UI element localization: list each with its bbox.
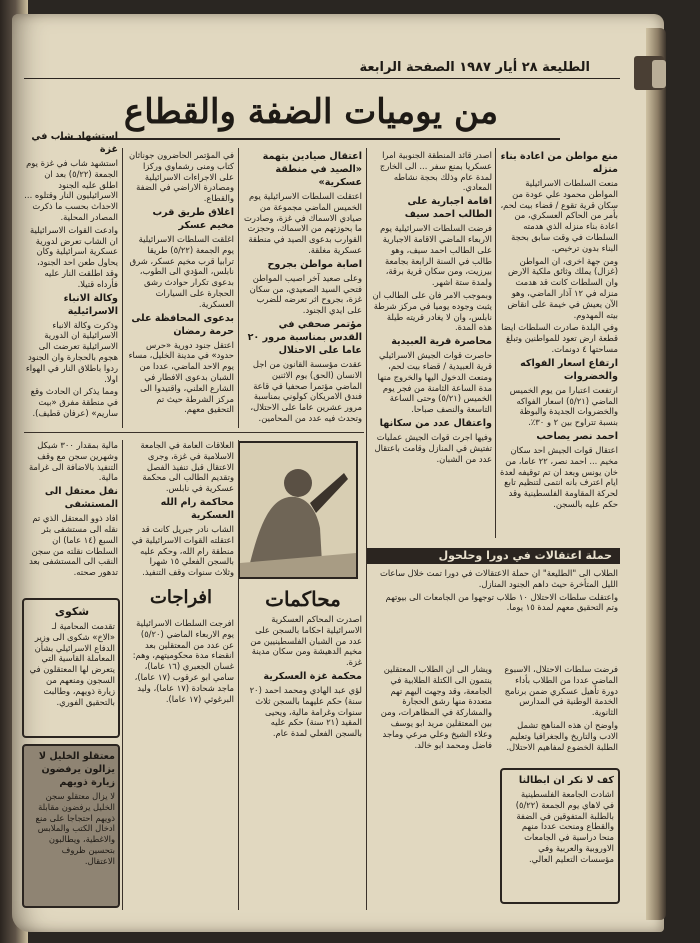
paragraph: واعتقلت سلطات الاحتلال ١٠ طلاب توجهوا من الجامعات الى بيوتهم وتم التحقيق معهم لمدة ١٥ يوما. bbox=[385, 591, 618, 613]
paragraph: الطلاب الى "الطليعة" ان حملة الاعتقالات في دورا تمت خلال ساعات الليل المتأخرة حيث داهم الجنود المنازل. bbox=[379, 568, 618, 589]
paragraph: عقدت مؤسسة القانون من اجل الانسان (الحق) يوم الاثنين الماضي مؤتمرا صحفيا في قاعة فندق الامريكان كولوني بمناسبة مرور عشرين عاما على الاحتلال، وتحدث فيه عدد من المحامين. bbox=[250, 358, 362, 423]
paragraph: ويشار الى ان الطلاب المعتقلين ينتمون الى الكتلة الطلابية في الجامعة، وقد وجهت اليهم تهم متعددة منها رشق الحجارة والمشاركة في المظاهرات، ومن بين المعتقلين مريد ابو يوسف وعلاء الشيخ وعلي مرعي وماجد فاضل ومحمد ابو خالد. bbox=[380, 664, 492, 750]
column-4 bbox=[128, 150, 234, 425]
paragraph: اعتقال قوات الجيش احد سكان مخيم ... احمد نصر، ۲۲ عاما، من خان يونس وبعد ان تم توقيفه لعدة ايام اعترف بانه انتمى لتنظيم تابع لحركة المقاومة الفلسطينية وقد حكم عليه بالسجن. bbox=[500, 444, 618, 509]
paragraph: وذكرت وكالة الانباء الاسرائيلية ان الدورية الاسرائيلية تعرضت الى هجوم بالحجارة وان الجنود ردوا باطلاق النار في الهواء اولا. bbox=[25, 319, 118, 384]
column-rule bbox=[366, 440, 367, 910]
paragraph: افرجت السلطات الاسرائيلية يوم الاربعاء الماضي (٥/۲۰) عن عدد من المعتقلين بعد انقضاء مدة محكوميتهم، وهم: غسان الجعبري (١٦ عاما)، سامي ابو عرقوب (١٧ عاما)، ماجد شحادة (١٧ عاما)، وليد البرغوثي (١٧ عاما). bbox=[132, 617, 234, 704]
column-rule bbox=[122, 148, 123, 428]
paragraph: استشهد شاب في غزة يوم الجمعة (٥/۲۲) بعد ان اطلق عليه الجنود الاسرائيليون النار وقتلوه ... الاحداث بحسب ما ذكرت المصادر المحلية. bbox=[24, 158, 118, 222]
boxed-article bbox=[500, 768, 620, 904]
paragraph: وفي البلدة صادرت السلطات ايضا قطعة ارض تعود للمواطنين وتبلغ مساحتها ٤ دونمات. bbox=[501, 322, 618, 354]
headline: محاصرة قرية العبيدية bbox=[391, 336, 492, 348]
paragraph: اعتقل جنود دورية «حرس حدود» في مدينة الخليل، مساء يوم الاحد الماضي، عددا من الشبان بدعوى الافطار في الشارع العلني، واقتيدوا الى مركز الشرطة حيث تم التحقيق معهم. bbox=[128, 339, 234, 415]
complaint-box bbox=[22, 598, 120, 738]
headline: واعتقال عدد من سكانها bbox=[379, 417, 492, 429]
headline: وكالة الانباء الاسرائيلية bbox=[63, 292, 118, 317]
paragraph: لؤي عبد الهادي ومحمد احمد (۲۰ سنة) حكم عليهما بالسجن ثلاث سنوات وغرامة مالية، ويحيى المقيد (۲۱ سنة) حكم عليه بالسجن الفعلي لمدة عام. bbox=[249, 684, 362, 739]
paragraph: اشادت الجامعة الفلسطينية في لاهاي يوم الجمعة (٥/۲۲) بالطلبة المتفوقين في الضفة والقطاع ومنحت عددا منهم منحا دراسية في الجامعات الاوروبية والعربية وفي مؤسسات التعليم العالي. bbox=[515, 789, 614, 864]
page-edge bbox=[646, 28, 666, 920]
complaint-box-body bbox=[29, 604, 115, 734]
headline: نقل معتقل الى المستشفى bbox=[44, 486, 118, 511]
photo-illustration bbox=[240, 443, 356, 577]
paragraph: وبموجب الامر فان على الطالب ان يثبت وجوده يوميا في مركز شرطة نابلس، وان لا يغادر قريته طيلة هذه المدة. bbox=[372, 289, 492, 333]
hebron-box-body bbox=[29, 750, 115, 904]
binder-pin bbox=[652, 60, 666, 88]
section-banner: حملة اعتقالات في دورا وحلحول bbox=[367, 548, 620, 564]
headline: ارتفاع اسعار الفواكه والخضروات bbox=[520, 357, 618, 382]
headline: اغلاق طريق قرب مخيم عسكر bbox=[152, 206, 234, 231]
paragraph: ارتفعت اعتبارا من يوم الخميس الماضي (٥/۲۱) اسعار الفواكه والخضروات الجديدة والبوظة بنسبة تتراوح بين ٢ و ٣٠٪. bbox=[509, 384, 618, 428]
section-title: افراجات bbox=[149, 586, 213, 608]
paragraph: واوضح ان هذه المناهج تشمل الادب والتاريخ والجغرافيا وتعليم الطلبة الخضوع لمفاهيم الاحتلال. bbox=[506, 719, 618, 752]
box-title: شكوى bbox=[54, 605, 90, 618]
lower-column-5 bbox=[128, 440, 234, 906]
headline: كف لا نكر ان ابطالنا bbox=[518, 775, 614, 786]
hebron-detainees-box bbox=[22, 744, 120, 908]
lower-column-6 bbox=[24, 440, 118, 590]
paragraph: تقدمت المحامية لـ «الاخ» شكوى الى وزير الدفاع الاسرائيلي بشأن المعاملة القاسية التي يتعرض لها المعتقلون في السجون ومنعهم من زيارة ذويهم، وطالبت بالتحقيق الفوري. bbox=[29, 621, 115, 707]
paragraph: العلاقات العامة في الجامعة الاسلامية في غزة، وجرى الاعتقال قبل تنفيذ الفصل وتقديم الطالب الى محكمة عسكرية في نابلس. bbox=[140, 440, 234, 494]
header-rule bbox=[24, 78, 620, 79]
masthead-rule bbox=[60, 138, 560, 140]
column-rule bbox=[122, 440, 123, 910]
lower-column-3 bbox=[372, 664, 492, 894]
paragraph: في المؤتمر الحاضرون جوناثان كتاب ومنى رشماوي وركزا على الاجراءات الاسرائيلية ومصادرة الاراضي في الضفة والقطاع. bbox=[129, 150, 234, 204]
lower-column-4 bbox=[244, 586, 362, 906]
column-rule bbox=[238, 148, 239, 428]
paragraph: اصدرت المحاكم العسكرية الاسرائيلية احكاما بالسجن على عدد من الشبان الفلسطينيين من مخيم الدهيشة ومن سكان مدينة غزة. bbox=[250, 614, 362, 668]
boxed-article-body bbox=[508, 774, 614, 900]
section-rule bbox=[24, 432, 364, 433]
paragraph: اغلقت السلطات الاسرائيلية يوم الجمعة (٥/۲۲) طريقا ترابيا قرب مخيم عسكر، شرق نابلس، المؤدي الى الطوب، بدعوى تكرار حوادث رشق الحجارة على السيارات العسكرية. bbox=[129, 233, 234, 309]
paragraph: وعلى صعيد آخر اصيب المواطن فتحي السيد الصعيدي، من سكان غزة، بجروح اثر تعرضه للضرب على ايدي الجنود. bbox=[249, 272, 362, 316]
headline: مؤتمر صحفي في القدس بمناسبة مرور ۲۰ عاما على الاحتلال bbox=[247, 318, 362, 356]
folio-line: الطليعة ۲۸ أيار ۱۹۸۷ الصفحة الرابعة bbox=[359, 60, 590, 75]
paragraph: ومن جهة اخرى، ان المواطن (غزال) يملك وثائق ملكية الارض وان السلطات كانت قد هدمت منزله في ۱۲ آذار الماضي، وهو الآن يعيش في خيمة على انقاض بيته المهدوم. bbox=[507, 255, 618, 320]
headline: اصابة مواطن بجروح bbox=[267, 258, 362, 270]
section-title: محاكمات bbox=[265, 587, 341, 611]
paragraph: لا يزال معتقلو سجن الخليل يرفضون مقابلة ذويهم احتجاجا على منع ادخال الكتب والملابس والاغطية، ويطالبون بتحسين ظروف الاعتقال. bbox=[35, 791, 115, 866]
paragraph: فرضت السلطات الاسرائيلية يوم الاربعاء الماضي الاقامة الاجبارية على الطالب احمد سيف، وهو طالب في السنة الرابعة بجامعة بيرزيت، ومن سكان قرية برقة، ولمدة ستة اشهر. bbox=[380, 223, 492, 288]
column-rule bbox=[495, 148, 496, 538]
lower-column-2 bbox=[500, 664, 618, 764]
paragraph: افاد ذوو المعتقل الذي تم نقله الى مستشفى بئر السبع (۱٤ عاما) ان السلطات نقلته من سجن النقب الى المستشفى بعد تدهور صحته. bbox=[29, 513, 118, 578]
headline: اعتقال صيادين بتهمة «الصيد في منطقة عسكرية» bbox=[262, 151, 362, 188]
column-5 bbox=[24, 130, 118, 427]
paragraph: اصدر قائد المنطقة الجنوبية امرا عسكريا بمنع سفر ... الى الخارج لمدة عام وذلك بحجة نشاطه المعادي. bbox=[379, 150, 492, 193]
headline: محكمة غزة العسكرية bbox=[263, 670, 362, 682]
paragraph: منعت السلطات الاسرائيلية المواطن محمود علي عودة من سكان قرية تقوع / قضاء بيت لحم، بأمر من الحاكم العسكري، من اعادة بناء منزله الذي هدمته السلطات في وقت سابق بحجة البناء بدون ترخيص. bbox=[500, 178, 618, 253]
column-rule bbox=[238, 440, 239, 910]
paragraph: فرضت سلطات الاحتلال، الاسبوع الماضي عددا من الطلاب بأداء دورة تأهيل عسكري ضمن برنامج الخدمة الوطنية في المدارس الثانوية. bbox=[504, 664, 618, 718]
headline: احمد نصر يصاحب bbox=[536, 430, 618, 442]
news-photo bbox=[238, 441, 358, 579]
headline: اقامة اجبارية على الطالب احمد سيف bbox=[404, 196, 492, 221]
paragraph: الشاب نادر جبريل كانت قد اعتقلته القوات الاسرائيلية في منطقة رام الله، وحكم عليه بالسجن الفعلي ١٥ شهرا وثلاث سنوات وقف التنفيذ. bbox=[131, 523, 234, 578]
column-1 bbox=[500, 150, 618, 535]
headline: محاكمة رام الله العسكرية bbox=[160, 496, 234, 521]
lower-column-1 bbox=[372, 568, 618, 658]
paragraph: مالية بمقدار ٣٠٠ شيكل وشهرين سجن مع وقف التنفيذ بالاضافة الى غرامة مالية. bbox=[28, 440, 118, 483]
paragraph: وادعت القوات الاسرائيلية ان الشاب تعرض لدورية عسكرية اسرائيلية وكان يحاول طعن احد الجنود، وقد اطلقت النار عليه فأرداه قتيلا. bbox=[29, 224, 118, 289]
headline: استشهاد شاب في غزة bbox=[31, 131, 118, 155]
paragraph: ومما يذكر ان الحادث وقع في منطقة مفرق «بيت ساريم» (عرفان قطيف). bbox=[30, 386, 118, 418]
paragraph: حاصرت قوات الجيش الاسرائيلي قرية العبيدية / قضاء بيت لحم، ومنعت الدخول اليها والخروج منها مدة الساعة الثامنة من فجر يوم الخميس (٥/۲۱) وحتى الساعة التاسعة والنصف صباحا. bbox=[377, 350, 492, 415]
column-2 bbox=[372, 150, 492, 535]
paragraph: وفيها اجرت قوات الجيش عمليات تفتيش في المنازل وقامت باعتقال عدد من الشبان. bbox=[374, 431, 492, 464]
headline: منع مواطن من اعادة بناء منزله bbox=[500, 151, 618, 175]
page-masthead: من يوميات الضفة والقطاع bbox=[123, 92, 499, 132]
box-title: معتقلو الخليل لا يزالون يرفضون زيارة ذويهم bbox=[38, 751, 115, 788]
column-3 bbox=[244, 150, 362, 425]
paragraph: اعتقلت السلطات الاسرائيلية يوم الخميس الماضي مجموعة من صيادي الاسماك في غزة، وصادرت ما بحوزتهم من الاسماك، وحجزت القوارب بدعوى الصيد في منطقة عسكرية مغلقة. bbox=[244, 191, 362, 255]
headline: بدعوى المحافظة على حرمة رمضان bbox=[131, 312, 234, 337]
